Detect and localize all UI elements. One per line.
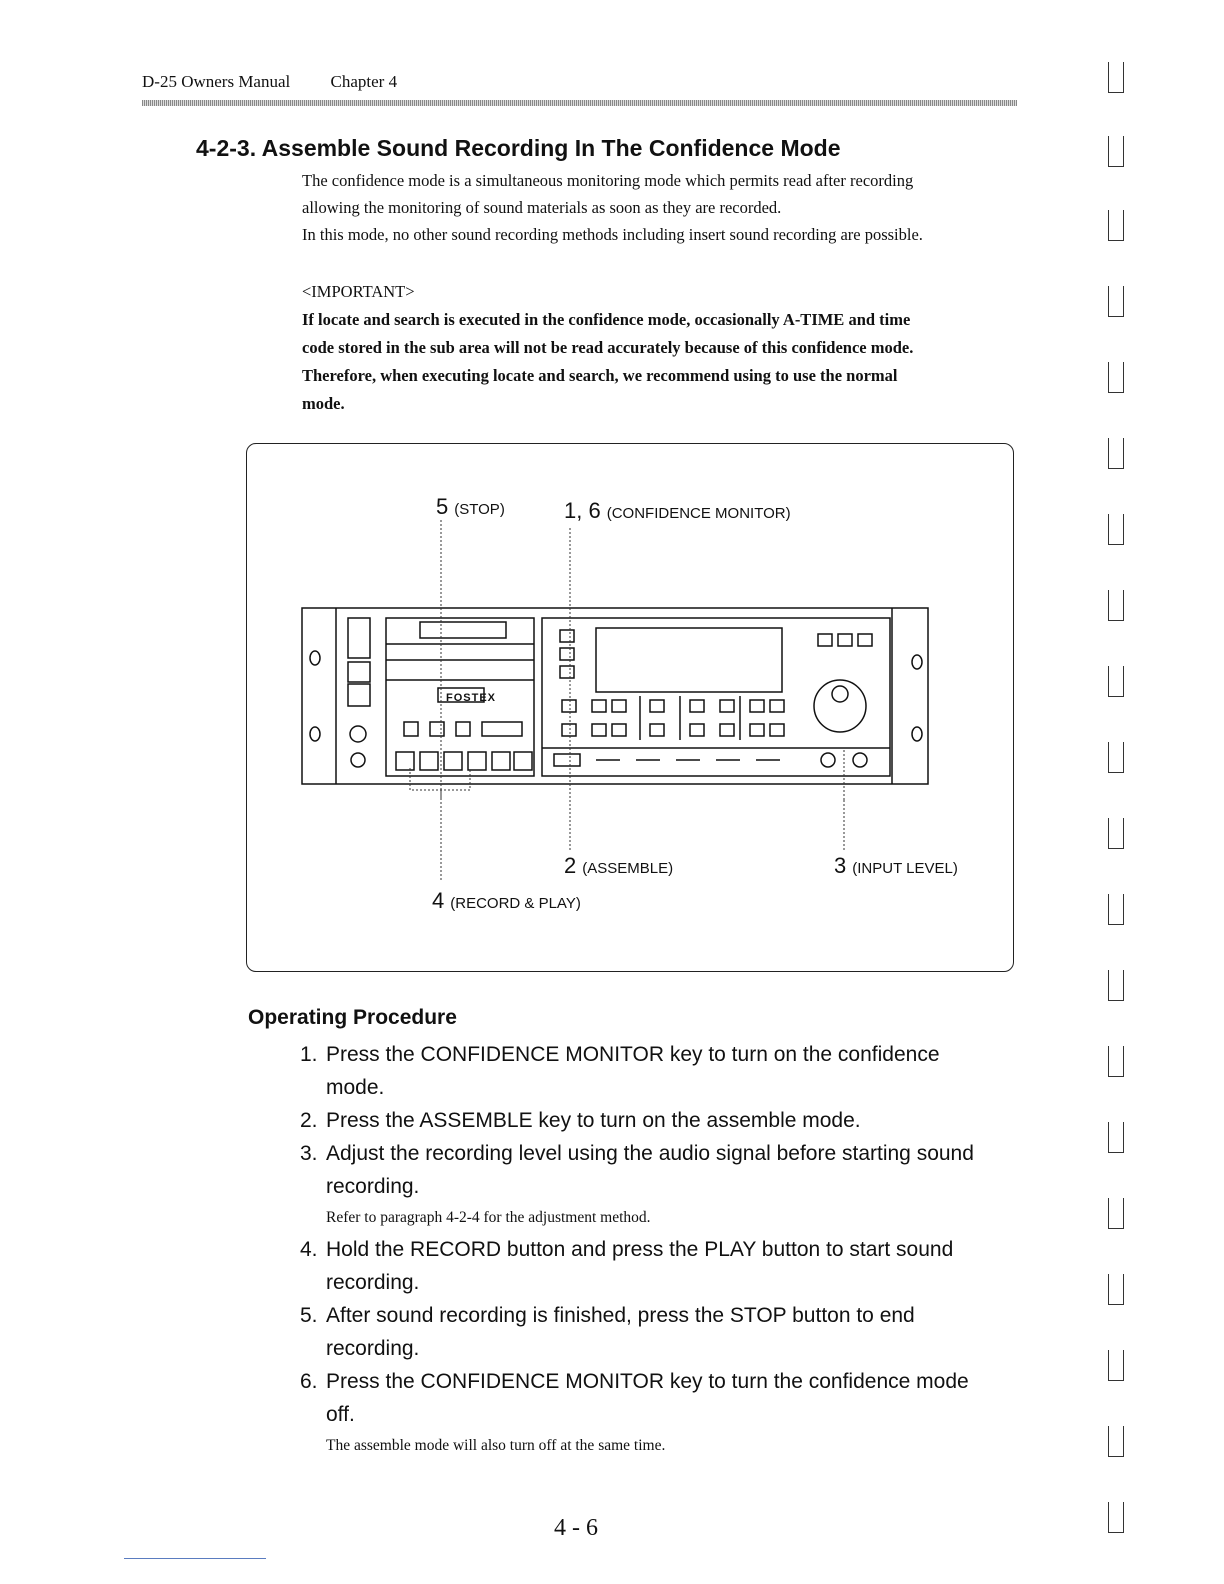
binder-mark [1108, 1198, 1124, 1229]
list-item [300, 1299, 1020, 1365]
header-rule [142, 100, 1017, 106]
intro-paragraph [302, 167, 1022, 248]
binder-mark [1108, 970, 1124, 1001]
important-line-2: code stored in the sub area will not be read accurately because of this confidence mode. [302, 338, 914, 357]
binder-mark [1108, 438, 1124, 469]
manual-title: D-25 Owners Manual [142, 72, 291, 91]
step-text: Press the CONFIDENCE MONITOR key to turn the confidence mode [326, 1370, 969, 1393]
step-text-continued: off. [326, 1403, 355, 1426]
binder-mark [1108, 666, 1124, 697]
intro-line-2: allowing the monitoring of sound materials as soon as they are recorded. [302, 198, 782, 217]
callout-stop [436, 494, 505, 520]
step-number: 5. [300, 1304, 318, 1327]
step-note: Refer to paragraph 4-2-4 for the adjustment method. [326, 1209, 651, 1226]
callout-assemble [564, 853, 673, 879]
important-note [302, 278, 1022, 418]
important-line-1: If locate and search is executed in the confidence mode, occasionally A-TIME and time [302, 310, 911, 329]
callout-record-number: 4 [432, 888, 445, 913]
binder-mark [1108, 1046, 1124, 1077]
important-line-4: mode. [302, 394, 345, 413]
section-title: 4-2-3. Assemble Sound Recording In The Confidence Mode [196, 135, 841, 161]
binder-mark [1108, 210, 1124, 241]
procedure-steps [300, 1038, 1020, 1461]
step-number: 6. [300, 1370, 318, 1393]
binder-mark [1108, 1502, 1124, 1533]
bottom-rule [124, 1558, 266, 1559]
step-number: 4. [300, 1238, 318, 1261]
callout-leaders [400, 520, 900, 900]
step-number: 3. [300, 1142, 318, 1165]
step-text-continued: mode. [326, 1076, 385, 1099]
binder-mark [1108, 742, 1124, 773]
list-item [300, 1038, 1020, 1104]
binder-mark [1108, 590, 1124, 621]
important-line-3: Therefore, when executing locate and search, we recommend using to use the normal [302, 366, 898, 385]
step-text: Press the ASSEMBLE key to turn on the assemble mode. [326, 1109, 861, 1132]
intro-line-1: The confidence mode is a simultaneous monitoring mode which permits read after recording [302, 171, 914, 190]
callout-input-level [834, 853, 958, 879]
callout-assemble-number: 2 [564, 853, 577, 878]
page-number: 4 - 6 [554, 1515, 598, 1541]
binder-mark [1108, 286, 1124, 317]
callout-input-number: 3 [834, 853, 847, 878]
chapter-label: Chapter 4 [330, 72, 398, 91]
binder-mark [1108, 362, 1124, 393]
step-text-continued: recording. [326, 1271, 420, 1294]
step-text: Press the CONFIDENCE MONITOR key to turn on the confidence [326, 1043, 940, 1066]
step-text: Hold the RECORD button and press the PLAY button to start sound [326, 1238, 954, 1261]
binder-mark [1108, 62, 1124, 93]
step-text-continued: recording. [326, 1175, 420, 1198]
step-number: 1. [300, 1043, 318, 1066]
binder-mark [1108, 818, 1124, 849]
callout-stop-label: (STOP) [454, 501, 505, 518]
binder-mark [1108, 1274, 1124, 1305]
procedure-title: Operating Procedure [248, 1006, 457, 1029]
callout-confidence-number: 1, 6 [564, 498, 601, 523]
step-number: 2. [300, 1109, 318, 1132]
binder-mark [1108, 1350, 1124, 1381]
step-text-continued: recording. [326, 1337, 420, 1360]
callout-record-label: (RECORD & PLAY) [450, 895, 581, 912]
list-item [300, 1104, 1020, 1137]
binder-mark [1108, 136, 1124, 167]
callout-confidence-monitor [564, 498, 791, 524]
brand-logo: FOSTEX [446, 692, 497, 704]
intro-line-3: In this mode, no other sound recording methods including insert sound recording are possible. [302, 225, 923, 244]
callout-record-play [432, 888, 581, 914]
callout-assemble-label: (ASSEMBLE) [582, 860, 674, 877]
callout-input-label: (INPUT LEVEL) [852, 860, 958, 877]
callout-stop-number: 5 [436, 494, 449, 519]
step-text: Adjust the recording level using the audio signal before starting sound [326, 1142, 974, 1165]
callout-confidence-label: (CONFIDENCE MONITOR) [606, 505, 791, 522]
list-item [300, 1233, 1020, 1299]
list-item [300, 1137, 1020, 1233]
binder-mark [1108, 894, 1124, 925]
step-note: The assemble mode will also turn off at the same time. [326, 1437, 666, 1454]
binder-mark [1108, 1122, 1124, 1153]
binder-mark [1108, 1426, 1124, 1457]
list-item [300, 1365, 1020, 1461]
binder-mark [1108, 514, 1124, 545]
step-text: After sound recording is finished, press the STOP button to end [326, 1304, 915, 1327]
important-label: <IMPORTANT> [302, 282, 415, 301]
page-header [142, 72, 433, 92]
